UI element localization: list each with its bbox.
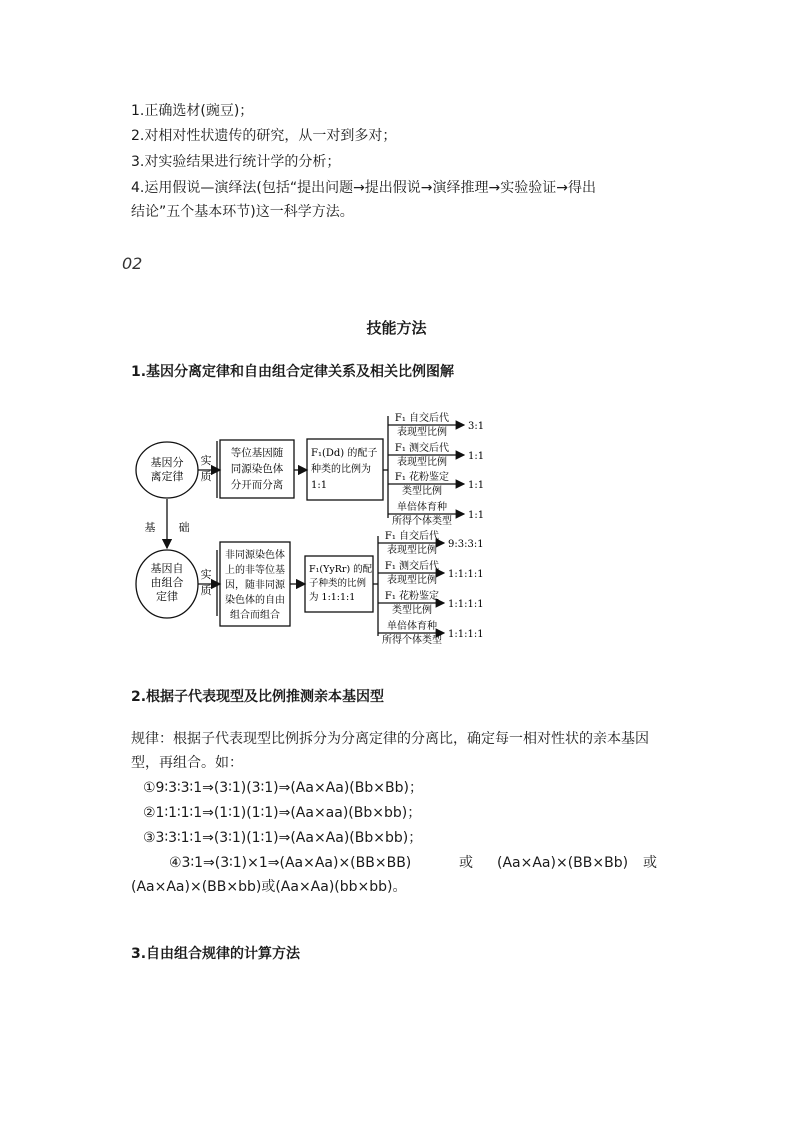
- genetics-flow-diagram: [130, 398, 660, 658]
- top-branch-label-1-line-2: 表现型比例: [397, 427, 447, 438]
- bottom-box1-line-1: 非同源染色体: [225, 550, 285, 561]
- top-branch-label-2-line-1: F₁ 测交后代: [394, 443, 450, 454]
- bottom-circle-line-3: 定律: [156, 590, 178, 603]
- top-circle-line-1: 基因分: [150, 456, 184, 469]
- top-branch-label-4-line-1: 单倍体育种: [397, 502, 447, 513]
- top-branch-label-3-line-2: 类型比例: [402, 486, 442, 497]
- bottom-branch-label-4-line-2: 所得个体类型: [382, 635, 442, 646]
- heading-3: 3.自由组合规律的计算方法: [131, 946, 301, 962]
- bottom-box1-line-3: 因，随非同源: [225, 580, 285, 591]
- top-box1-line-1: 等位基因随: [230, 447, 284, 459]
- bottom-box2-line-3: 为 1:1:1:1: [309, 592, 356, 603]
- top-essence-label-1: 实: [200, 454, 212, 467]
- bottom-branch-label-1-line-1: F₁ 自交后代: [384, 531, 440, 542]
- top-branch-label-1-line-1: F₁ 自交后代: [394, 413, 450, 424]
- top-box1-line-3: 分开而分离: [230, 479, 284, 491]
- example-3: ③3∶3∶1∶1⇒(3∶1)(1∶1)⇒(Aa×Aa)(Bb×bb)；: [143, 830, 423, 846]
- bottom-branch-label-2-line-1: F₁ 测交后代: [384, 561, 440, 572]
- top-branch-ratio-3: 1:1: [468, 480, 485, 491]
- bottom-branch-label-2-line-2: 表现型比例: [387, 575, 437, 586]
- bottom-circle-line-1: 基因自: [150, 562, 184, 575]
- bottom-branch-label-3-line-1: F₁ 花粉鉴定: [384, 591, 440, 602]
- intro-item-3: 3.对实验结果进行统计学的分析；: [131, 154, 341, 170]
- top-branch-label-4-line-2: 所得个体类型: [392, 516, 452, 527]
- example-2: ②1∶1∶1∶1⇒(1∶1)(1∶1)⇒(Aa×aa)(Bb×bb)；: [143, 805, 422, 821]
- example-4-part-2: (Aa×Aa)×(BB×Bb): [497, 855, 629, 871]
- example-4-part-1: ④3∶1⇒(3∶1)×1⇒(Aa×Aa)×(BB×BB): [169, 855, 412, 871]
- top-branch-ratio-1: 3:1: [468, 421, 485, 432]
- bottom-branch-ratio-3: 1:1:1:1: [448, 599, 484, 610]
- rule-text: 规律：根据子代表现型比例拆分为分离定律的分离比，确定每一相对性状的亲本基因型，再组合。如：: [131, 731, 649, 771]
- top-box2-line-3: 1:1: [311, 480, 328, 491]
- bottom-branch-ratio-1: 9:3:3:1: [448, 539, 484, 550]
- bottom-box1-line-2: 上的非等位基: [225, 565, 285, 576]
- bottom-branch-label-4-line-1: 单倍体育种: [387, 621, 437, 632]
- bottom-box1-line-5: 组合而组合: [230, 610, 280, 621]
- top-box2-line-2: 种类的比例为: [311, 464, 371, 475]
- top-box2-line-1: F₁(Dd) 的配子: [311, 448, 378, 459]
- intro-item-4-cont: 结论”五个基本环节)这一科学方法。: [131, 204, 354, 220]
- intro-item-2: 2.对相对性状遗传的研究，从一对到多对；: [131, 128, 397, 144]
- top-branch-ratio-4: 1:1: [468, 510, 485, 521]
- bottom-box2-line-2: 子种类的比例: [309, 578, 367, 589]
- intro-item-1: 1.正确选材(豌豆)；: [131, 103, 254, 119]
- top-box1-line-2: 同源染色体: [230, 463, 284, 475]
- top-essence-label-2: 质: [200, 470, 212, 483]
- section-number: 02: [122, 254, 143, 273]
- bottom-essence-label-2: 质: [200, 584, 212, 597]
- basis-label-1: 基: [144, 521, 156, 534]
- example-4-line-2: (Aa×Aa)×(BB×bb)或(Aa×Aa)(bb×bb)。: [131, 879, 407, 895]
- bottom-branch-label-1-line-2: 表现型比例: [387, 545, 437, 556]
- intro-item-4: 4.运用假说—演绎法(包括“提出问题→提出假说→演绎推理→实验验证→得出: [131, 180, 596, 196]
- bottom-box1-line-4: 染色体的自由: [225, 595, 285, 606]
- top-circle-line-2: 离定律: [150, 470, 184, 483]
- bottom-branch-ratio-4: 1:1:1:1: [448, 629, 484, 640]
- bottom-branch-label-3-line-2: 类型比例: [392, 605, 432, 616]
- bottom-circle-line-2: 由组合: [150, 576, 184, 589]
- top-branch-label-2-line-2: 表现型比例: [397, 457, 447, 468]
- example-1: ①9∶3∶3∶1⇒(3∶1)(3∶1)⇒(Aa×Aa)(Bb×Bb)；: [143, 780, 423, 796]
- example-4-or-1: 或: [459, 855, 473, 871]
- example-4-or-2: 或: [643, 855, 657, 871]
- bottom-box2-line-1: F₁(YyRr) 的配: [309, 564, 373, 575]
- heading-2: 2.根据子代表现型及比例推测亲本基因型: [131, 689, 385, 705]
- section-title: 技能方法: [366, 319, 427, 337]
- top-branch-ratio-2: 1:1: [468, 451, 485, 462]
- bottom-essence-label-1: 实: [200, 568, 212, 581]
- basis-label-2: 础: [178, 521, 190, 534]
- heading-1: 1.基因分离定律和自由组合定律关系及相关比例图解: [131, 364, 455, 380]
- top-branch-label-3-line-1: F₁ 花粉鉴定: [394, 472, 450, 483]
- bottom-branch-ratio-2: 1:1:1:1: [448, 569, 484, 580]
